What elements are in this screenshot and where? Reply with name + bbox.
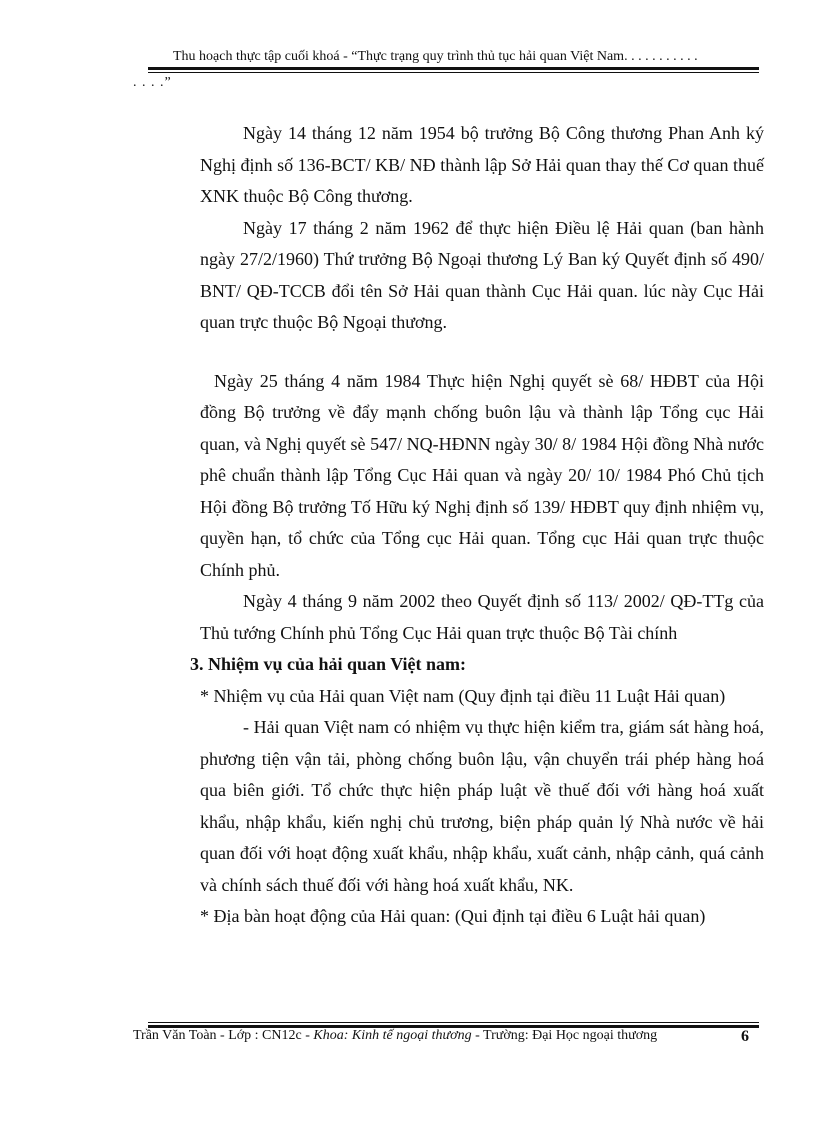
- header-title: Thu hoạch thực tập cuối khoá - “Thực trạng quy trình thủ tục hải quan Việt Nam. . . . . . . . . . .: [173, 49, 698, 64]
- footer-rule-thin: [148, 1022, 759, 1023]
- paragraph-2002: Ngày 4 tháng 9 năm 2002 theo Quyết định số 113/ 2002/ QĐ-TTg của Thủ tướng Chính phủ Tổng Cục Hải quan trực thuộc Bộ Tài chính: [200, 591, 764, 643]
- paragraph-gap: [200, 339, 764, 366]
- section-title: 3. Nhiệm vụ của hải quan Việt nam:: [190, 654, 467, 674]
- header-rule-thick: [148, 67, 759, 70]
- paragraph-1954: Ngày 14 tháng 12 năm 1954 bộ trưởng Bộ Công thương Phan Anh ký Nghị định số 136-BCT/ KB/ NĐ thành lập Sở Hải quan thay thế Cơ quan thuế XNK thuộc Bộ Công thương.: [200, 123, 764, 206]
- footer-faculty: Khoa: Kinh tế ngoại thương: [313, 1028, 472, 1043]
- footer-school: - Trường: Đại Học ngoại thương: [471, 1028, 658, 1043]
- paragraph-duties: - Hải quan Việt nam có nhiệm vụ thực hiện kiểm tra, giám sát hàng hoá, phương tiện vận tải, phòng chống buôn lậu, vận chuyển trái phép hàng hoá qua biên giới. Tổ chức thực hiện pháp luật về thuế đối với hàng hoá xuất khẩu, nhập khẩu, kiến nghị chủ trương, biện pháp quản lý Nhà nước về hải quan đối với hoạt động xuất khẩu, nhập khẩu, xuất cảnh, nhập cảnh, quá cảnh và chính sách thuế đối với hàng hoá xuất khẩu, NK.: [200, 717, 764, 895]
- page-header: [133, 47, 757, 90]
- page-number: 6: [741, 1028, 749, 1045]
- paragraph-1962: Ngày 17 tháng 2 năm 1962 để thực hiện Điều lệ Hải quan (ban hành ngày 27/2/1960) Thứ trưởng Bộ Ngoại thương Lý Ban ký Quyết định số 490/ BNT/ QĐ-TCCB đổi tên Sở Hải quan thành Cục Hải quan. lúc này Cục Hải quan trực thuộc Bộ Ngoại thương.: [200, 217, 764, 332]
- footer-text: [133, 1028, 657, 1044]
- bullet-area: * Địa bàn hoạt động của Hải quan: (Qui định tại điều 6 Luật hải quan): [200, 906, 706, 926]
- header-rule-thin: [148, 72, 759, 73]
- header-title-continuation: . . . .”: [133, 75, 172, 90]
- bullet-duties: * Nhiệm vụ của Hải quan Việt nam (Quy định tại điều 11 Luật Hải quan): [200, 685, 726, 706]
- paragraph-1984: Ngày 25 tháng 4 năm 1984 Thực hiện Nghị quyết sè 68/ HĐBT của Hội đồng Bộ trưởng về đẩy mạnh chống buôn lậu và thành lập Tổng cục Hải quan, và Nghị quyết sè 547/ NQ-HĐNN ngày 30/ 8/ 1984 Hội đồng Nhà nước phê chuẩn thành lập Tổng Cục Hải quan và ngày 20/ 10/ 1984 Phó Chủ tịch Hội đồng Bộ trưởng Tố Hữu ký Nghị định số 139/ HĐBT quy định nhiệm vụ, quyền hạn, tổ chức của Tổng cục Hải quan. Tổng cục Hải quan trực thuộc Chính phủ.: [200, 370, 764, 580]
- document-body: [190, 118, 764, 933]
- footer-author: Trần Văn Toàn - Lớp : CN12c -: [133, 1028, 314, 1043]
